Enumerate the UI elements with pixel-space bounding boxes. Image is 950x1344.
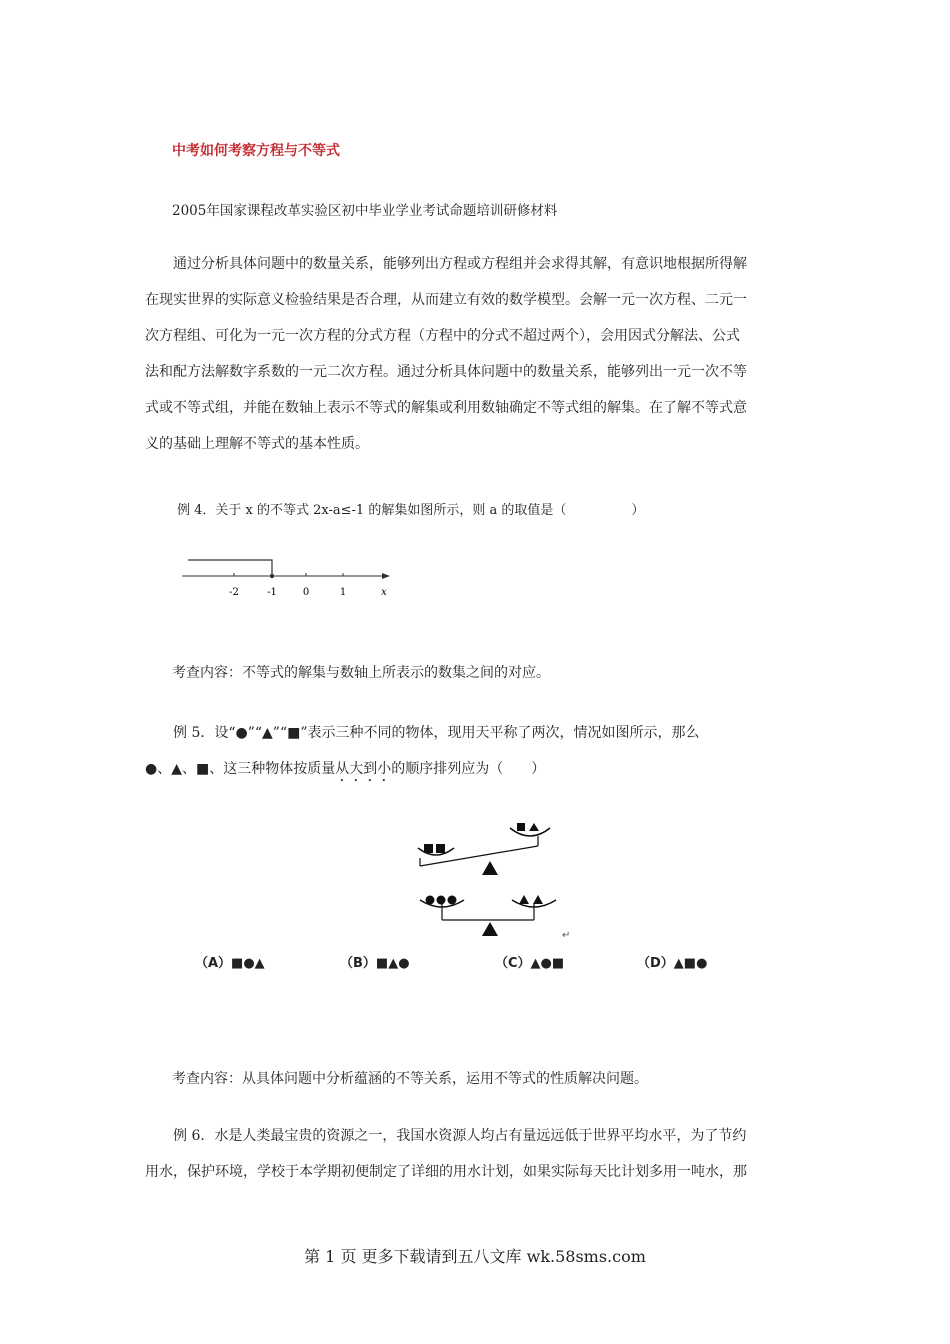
example-6-line: 例 6．水是人类最宝贵的资源之一，我国水资源人均占有量远远低于世界平均水平，为了节约: [173, 1128, 747, 1144]
option-d: （D）▲■●: [637, 956, 708, 971]
example-6-question: [145, 1118, 808, 1190]
tick-label: 0: [302, 587, 310, 598]
square-icon: [424, 844, 433, 853]
intro-line: 在现实世界的实际意义检验结果是否合理，从而建立有效的数学模型。会解一元一次方程、二元一: [145, 292, 747, 308]
triangle-icon: [529, 823, 539, 831]
scale-pan: [510, 828, 550, 836]
balance-scale-1: [418, 823, 550, 875]
axis-label: x: [381, 587, 387, 598]
triangle-icon: [533, 895, 543, 904]
option-c: （C）▲●■: [495, 956, 565, 971]
emphasis-text: 从大到小: [335, 761, 392, 777]
example-6-line: 用水，保护环境，学校于本学期初便制定了详细的用水计划，如果实际每天比计划多用一吨水，那: [145, 1164, 747, 1180]
tick-label: -2: [229, 587, 239, 598]
example-5-line: [145, 751, 808, 787]
subtitle: 2005年国家课程改革实验区初中毕业学业考试命题培训研修材料: [172, 203, 558, 219]
example-5-line: 例 5．设“●”“▲”“■”表示三种不同的物体，现用天平称了两次，情况如图所示，那么: [173, 725, 700, 741]
example-5-text: 的顺序排列应为（ ）: [391, 761, 546, 777]
square-icon: [436, 844, 445, 853]
option-a: （A）■●▲: [195, 956, 265, 971]
balance-scales-figure: [414, 818, 584, 940]
tick-label: 1: [339, 587, 347, 598]
intro-paragraph: [145, 246, 808, 462]
intro-line: 法和配方法解数字系数的一元二次方程。通过分析具体问题中的数量关系，能够列出一元一次不等: [145, 364, 747, 380]
content-note-1: 考查内容：不等式的解集与数轴上所表示的数集之间的对应。: [172, 665, 550, 681]
tick-label: -1: [267, 587, 277, 598]
intro-line: 义的基础上理解不等式的基本性质。: [145, 436, 369, 452]
intro-line: 次方程组、可化为一元一次方程的分式方程（方程中的分式不超过两个），会用因式分解法、公式: [145, 328, 740, 344]
triangle-icon: [519, 895, 529, 904]
example-4-question: 例 4．关于 x 的不等式 2x-a≤-1 的解集如图所示，则 a 的取值是（ ）: [177, 503, 645, 518]
number-line-figure: [178, 550, 398, 602]
example-5-question: [145, 715, 808, 787]
option-b: （B）■▲●: [340, 956, 410, 971]
page-title: 中考如何考察方程与不等式: [172, 143, 340, 159]
solution-set-bracket: [188, 560, 272, 576]
fulcrum-triangle-icon: [482, 922, 498, 936]
square-icon: [517, 823, 525, 831]
intro-line: 式或不等式组，并能在数轴上表示不等式的解集或利用数轴确定不等式组的解集。在了解不等式意: [145, 400, 747, 416]
circle-icon: [437, 896, 446, 905]
return-mark-icon: ↵: [562, 930, 571, 940]
fulcrum-triangle-icon: [482, 861, 498, 875]
closed-point-icon: [270, 574, 274, 578]
intro-line: 通过分析具体问题中的数量关系，能够列出方程或方程组并会求得其解，有意识地根据所得解: [173, 256, 747, 272]
content-note-2: 考查内容：从具体问题中分析蕴涵的不等关系，运用不等式的性质解决问题。: [172, 1071, 648, 1087]
circle-icon: [448, 896, 457, 905]
circle-icon: [426, 896, 435, 905]
example-5-text: ●、▲、■、这三种物体按质量: [145, 761, 336, 777]
page-footer: 第 1 页 更多下载请到五八文库 wk.58sms.com: [304, 1247, 646, 1266]
axis-arrow-icon: [382, 573, 390, 579]
balance-scale-2: [420, 895, 556, 936]
